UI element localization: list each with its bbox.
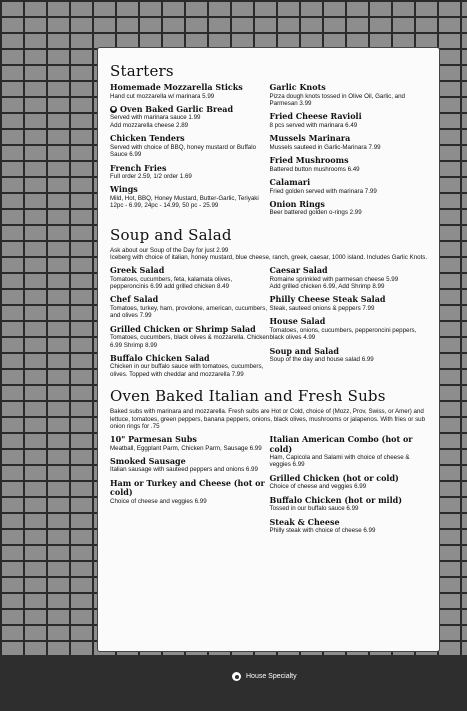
menu-item-description: Pizza dough knots tossed in Olive Oil, Garlic, and Parmesan 3.99 xyxy=(269,92,406,107)
menu-item xyxy=(110,134,270,158)
menu-item-name xyxy=(110,457,270,467)
menu-item-name-text: 10" Parmesan Subs xyxy=(110,434,197,445)
menu-item-name-text: Chicken Tenders xyxy=(110,133,185,144)
menu-item-name-text: Steak & Cheese xyxy=(269,516,340,527)
menu-item-description: Steak, sauteed onions & peppers 7.99 xyxy=(269,304,375,312)
menu-item-name xyxy=(270,435,430,454)
menu-item-description: Ham, Capicola and Salami with choice of cheese & veggies 6.99 xyxy=(269,454,410,469)
menu-item-name xyxy=(110,105,270,115)
menu-card xyxy=(97,47,440,652)
menu-item-description: Meatball, Eggplant Parm, Chicken Parm, Sausage 6.99 xyxy=(110,444,262,452)
menu-item-description: Mild, Hot, BBQ, Honey Mustard, Butter-Garlic, Teriyaki 12pc - 6.99, 24pc - 14.99, 50 pc - 25.99 xyxy=(110,194,259,210)
menu-item-description: Hand cut mozzarella w/ marinara 5.99 xyxy=(110,92,215,100)
menu-item-description: Soup of the day and house salad 6.99 xyxy=(269,356,374,364)
menu-item-description: Tomatoes, cucumbers, black olives & mozzarella. Chicken 6.99 Shrimp 8.99 xyxy=(110,334,270,349)
menu-item-name xyxy=(110,185,270,195)
starters-title: Starters xyxy=(110,62,174,80)
menu-item-name-text: Caesar Salad xyxy=(269,265,328,276)
menu-item xyxy=(270,295,430,312)
house-specialty-icon: ● xyxy=(111,106,116,113)
menu-item-name xyxy=(110,354,270,364)
menu-item-name-text: Greek Salad xyxy=(110,265,165,276)
menu-item-name-text: Buffalo Chicken (hot or mild) xyxy=(269,494,402,505)
subs-section xyxy=(110,387,429,539)
menu-item-name xyxy=(270,83,430,93)
menu-item-name-text: Fried Cheese Ravioli xyxy=(269,111,362,122)
menu-item-description: Fried golden served with marinara 7.99 xyxy=(269,187,377,195)
menu-item xyxy=(110,354,270,378)
menu-item xyxy=(270,474,430,491)
house-specialty-icon xyxy=(232,672,241,681)
menu-item-description: Mussels sauteed in Garlic-Marinara 7.99 xyxy=(269,143,381,151)
menu-item-name xyxy=(270,474,430,484)
menu-item-name xyxy=(270,317,430,327)
menu-item-name xyxy=(270,156,430,166)
menu-item-name-text: Buffalo Chicken Salad xyxy=(110,352,210,363)
menu-item-name xyxy=(110,325,270,335)
menu-item-name-text: Italian American Combo (hot or cold) xyxy=(269,434,413,454)
menu-item-name-text: Onion Rings xyxy=(269,198,325,209)
house-specialty-label: House Specialty xyxy=(246,673,297,680)
house-specialty-legend xyxy=(232,672,297,681)
menu-item-name xyxy=(270,295,430,305)
menu-item-name-text: Chef Salad xyxy=(110,294,159,305)
menu-item-name-text: Wings xyxy=(110,184,138,195)
menu-item xyxy=(270,134,430,151)
menu-item-name xyxy=(270,134,430,144)
menu-item-name xyxy=(270,347,430,357)
menu-item-description: Served with marinara sauce 1.99 Add mozzarella cheese 2.89 xyxy=(110,114,201,129)
menu-item-name xyxy=(270,178,430,188)
menu-item-name-text: Soup and Salad xyxy=(269,345,339,356)
menu-item-name-text: Philly Cheese Steak Salad xyxy=(269,294,386,305)
footer-band xyxy=(0,655,467,711)
menu-item-name-text: Homemade Mozzarella Sticks xyxy=(110,82,243,92)
soup-salad-title: Soup and Salad xyxy=(110,225,232,244)
menu-item-name-text: Fried Mushrooms xyxy=(269,155,349,166)
menu-item xyxy=(270,200,430,217)
menu-item xyxy=(270,112,430,129)
starters-section xyxy=(110,62,429,222)
menu-item-name xyxy=(270,518,430,528)
menu-item-name-text: House Salad xyxy=(269,316,326,327)
menu-item xyxy=(110,164,270,181)
menu-item-description: Romaine sprinkled with parmesan cheese 5.99 Add grilled chicken 6.99, Add Shrimp 8.99 xyxy=(269,275,399,290)
menu-item-name xyxy=(110,479,270,498)
menu-item-description: 8 pcs served with marinara 6.49 xyxy=(269,121,358,129)
menu-item-name xyxy=(110,83,270,93)
menu-item-description: Full order 2.59, 1/2 order 1.69 xyxy=(110,173,192,181)
menu-item-name-text: Mussels Marinara xyxy=(269,133,351,144)
menu-item-description: Italian sausage with sauteed peppers and onions 6.99 xyxy=(110,466,258,474)
starters-left-column xyxy=(110,83,270,222)
menu-item-description: Choice of cheese and veggies 6.99 xyxy=(269,483,367,491)
soup-salad-intro: Ask about our Soup of the Day for just 2.99 Iceberg with choice of italian, honey mustard, blue cheese, ranch, greek, caesar, 1000 island. Includes Garlic Knots. xyxy=(110,246,428,262)
menu-item-name-text: Oven Baked Garlic Bread xyxy=(120,103,234,114)
menu-item-description: Battered button mushrooms 6.49 xyxy=(269,165,360,173)
soup-right-column xyxy=(270,266,430,383)
menu-item-name-text: Ham or Turkey and Cheese (hot or cold) xyxy=(110,477,265,498)
menu-item-name xyxy=(270,200,430,210)
subs-intro: Baked subs with marinara and mozzarella. Fresh subs are Hot or Cold, choice of (Mozz, Prov, Swiss, or Amer) and lettuce, tomatoes, green peppers, banana peppers, onions, black olives, mushrooms or jalapenos. With fries or sub onion rings for .75 xyxy=(110,408,426,431)
menu-item xyxy=(110,83,270,100)
menu-item-name xyxy=(110,164,270,174)
menu-item-description: Chicken in our buffalo sauce with tomatoes, cucumbers, olives. Topped with cheddar and mozzarella 7.99 xyxy=(110,363,264,378)
menu-item xyxy=(110,295,270,319)
menu-item xyxy=(110,105,270,129)
menu-item xyxy=(270,347,430,364)
menu-item-description: Tossed in our buffalo sauce 6.99 xyxy=(269,505,359,513)
starters-right-column xyxy=(270,83,430,222)
menu-item xyxy=(110,479,270,505)
subs-right-column xyxy=(270,435,430,540)
menu-item-name xyxy=(270,496,430,506)
soup-salad-section xyxy=(110,226,429,383)
menu-item-name-text: French Fries xyxy=(110,162,167,173)
menu-item-name-text: Grilled Chicken or Shrimp Salad xyxy=(110,323,256,334)
menu-item xyxy=(110,325,270,349)
menu-item-name xyxy=(110,435,270,445)
menu-item xyxy=(270,83,430,107)
menu-item-description: Tomatoes, onions, cucumbers, pepperoncini peppers, black olives 4.99 xyxy=(269,326,417,342)
menu-item xyxy=(270,317,430,341)
subs-left-column xyxy=(110,435,270,540)
menu-item-name-text: Garlic Knots xyxy=(269,82,326,92)
soup-left-column xyxy=(110,266,270,383)
menu-item xyxy=(270,156,430,173)
menu-item xyxy=(270,518,430,535)
menu-item xyxy=(270,266,430,290)
menu-item xyxy=(270,435,430,469)
menu-item-name xyxy=(270,112,430,122)
menu-item-name-text: Smoked Sausage xyxy=(110,455,186,466)
menu-item-name xyxy=(110,134,270,144)
menu-item-name xyxy=(270,266,430,276)
menu-item xyxy=(110,435,270,452)
menu-item-description: Tomatoes, turkey, ham, provolone, american, cucumbers, and olives 7.99 xyxy=(110,304,268,320)
subs-title: Oven Baked Italian and Fresh Subs xyxy=(110,387,386,406)
menu-item xyxy=(110,457,270,474)
menu-item-name-text: Grilled Chicken (hot or cold) xyxy=(269,472,399,483)
menu-item-description: Tomatoes, cucumbers, feta, kalamata olives, pepperoncinis 6.99 add grilled chicken 8.49 xyxy=(110,275,233,290)
menu-item xyxy=(270,178,430,195)
menu-item xyxy=(110,185,270,209)
menu-item-description: Philly steak with choice of cheese 6.99 xyxy=(269,527,376,535)
menu-item-description: Served with choice of BBQ, honey mustard or Buffalo Sauce 6.99 xyxy=(110,143,257,159)
menu-item-description: Beer battered golden o-rings 2.99 xyxy=(269,209,362,217)
menu-item-name-text: Calamari xyxy=(269,177,311,188)
menu-item-name xyxy=(110,295,270,305)
menu-item-name xyxy=(110,266,270,276)
menu-item-description: Choice of cheese and veggies 6.99 xyxy=(110,497,207,505)
menu-item xyxy=(110,266,270,290)
menu-item xyxy=(270,496,430,513)
